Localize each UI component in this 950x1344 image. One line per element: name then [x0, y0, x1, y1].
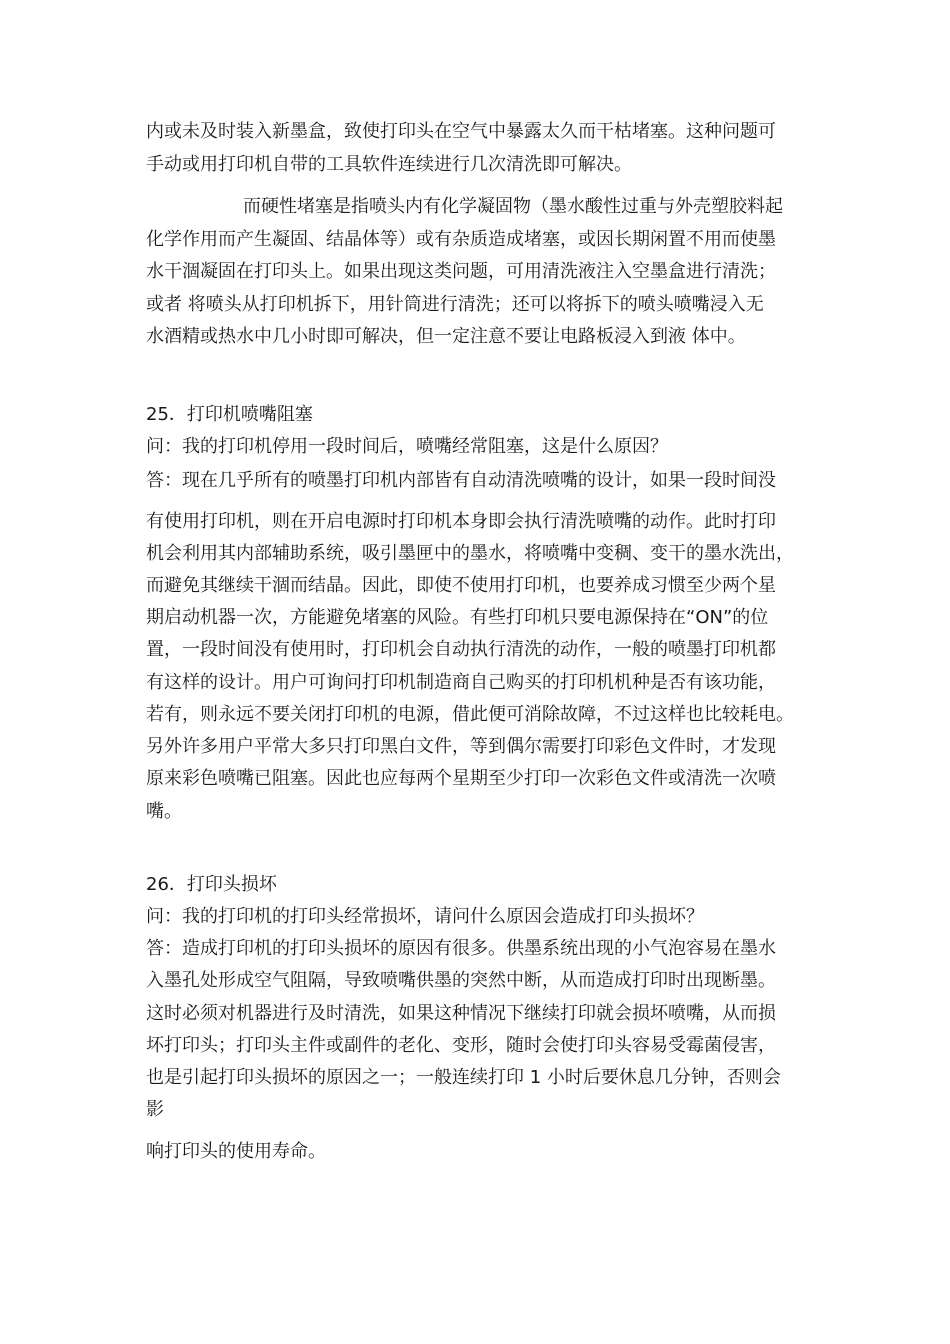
- section-25-answer-line-1: 答：现在几乎所有的喷墨打印机内部皆有自动清洗喷嘴的设计，如果一段时间没: [146, 470, 776, 491]
- section-25-heading: 25．打印机喷嘴阻塞: [146, 404, 313, 425]
- section-25-answer-line-2: 有使用打印机，则在开启电源时打印机本身即会执行清洗喷嘴的动作。此时打印: [146, 511, 776, 532]
- section-25-answer-line-11: 嘴。: [146, 801, 182, 822]
- section-26-answer-line-1: 答：造成打印机的打印头损坏的原因有很多。供墨系统出现的小气泡容易在墨水: [146, 938, 776, 959]
- section-25-answer-line-8: 若有，则永远不要关闭打印机的电源，借此便可消除故障，不过这样也比较耗电。: [146, 704, 794, 725]
- section-26-answer-line-6: 影: [146, 1099, 164, 1120]
- section-26-answer-line-5: 也是引起打印头损坏的原因之一；一般连续打印 1 小时后要休息几分钟，否则会: [146, 1067, 781, 1088]
- section-26-answer-line-2: 入墨孔处形成空气阻隔，导致喷嘴供墨的突然中断，从而造成打印时出现断墨。: [146, 970, 776, 991]
- section-26-answer-line-7: 响打印头的使用寿命。: [146, 1141, 326, 1162]
- section-26-answer-line-4: 坏打印头；打印头主件或副件的老化、变形，随时会使打印头容易受霉菌侵害，: [146, 1035, 776, 1056]
- section-25-answer-line-9: 另外许多用户平常大多只打印黑白文件，等到偶尔需要打印彩色文件时，才发现: [146, 736, 776, 757]
- section-26-answer-line-3: 这时必须对机器进行及时清洗，如果这种情况下继续打印就会损坏喷嘴，从而损: [146, 1003, 776, 1024]
- section-25-answer-line-6: 置，一段时间没有使用时，打印机会自动执行清洗的动作，一般的喷墨打印机都: [146, 639, 776, 660]
- section-25-answer-line-4: 而避免其继续干涸而结晶。因此，即使不使用打印机，也要养成习惯至少两个星: [146, 575, 776, 596]
- section-25-answer-line-3: 机会利用其内部辅助系统，吸引墨匣中的墨水，将喷嘴中变稠、变干的墨水洗出，: [146, 543, 794, 564]
- section-25-question: 问：我的打印机停用一段时间后，喷嘴经常阻塞，这是什么原因？: [146, 436, 668, 457]
- section-25-answer-line-7: 有这样的设计。用户可询问打印机制造商自己购买的打印机机种是否有该功能，: [146, 672, 776, 693]
- intro-line-5: 水干涸凝固在打印头上。如果出现这类问题，可用清洗液注入空墨盒进行清洗；: [146, 261, 776, 282]
- section-26-question: 问：我的打印机的打印头经常损坏，请问什么原因会造成打印头损坏？: [146, 906, 704, 927]
- intro-line-6: 或者 将喷头从打印机拆下，用针筒进行清洗；还可以将拆下的喷头喷嘴浸入无: [146, 294, 764, 315]
- intro-line-7: 水酒精或热水中几小时即可解决，但一定注意不要让电路板浸入到液 体中。: [146, 326, 746, 347]
- section-26-heading: 26．打印头损坏: [146, 874, 277, 895]
- intro-line-3: 而硬性堵塞是指喷头内有化学凝固物（墨水酸性过重与外壳塑胶料起: [243, 196, 783, 217]
- intro-line-4: 化学作用而产生凝固、结晶体等）或有杂质造成堵塞，或因长期闲置不用而使墨: [146, 229, 776, 250]
- section-25-answer-line-10: 原来彩色喷嘴已阻塞。因此也应每两个星期至少打印一次彩色文件或清洗一次喷: [146, 768, 776, 789]
- intro-line-1: 内或未及时装入新墨盒，致使打印头在空气中暴露太久而干枯堵塞。这种问题可: [146, 121, 776, 142]
- intro-line-2: 手动或用打印机自带的工具软件连续进行几次清洗即可解决。: [146, 154, 632, 175]
- section-25-answer-line-5: 期启动机器一次，方能避免堵塞的风险。有些打印机只要电源保持在“ON”的位: [146, 607, 769, 628]
